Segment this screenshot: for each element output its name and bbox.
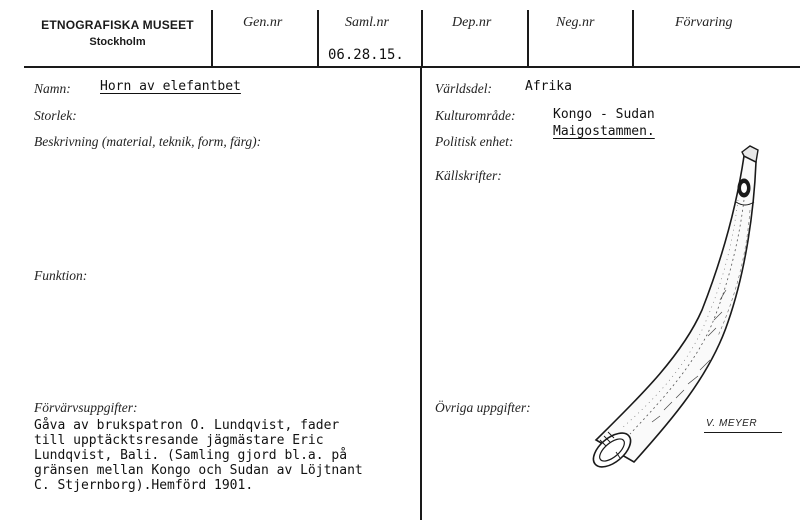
saml-nr-label: Saml.nr [345, 15, 389, 30]
politisk-enhet-label: Politisk enhet: [435, 134, 514, 149]
dep-nr-label: Dep.nr [452, 15, 492, 30]
varldsdel-value: Afrika [525, 79, 572, 94]
ivory-horn-illustration [560, 140, 780, 480]
politisk-enhet-value: Maigostammen. [553, 124, 655, 139]
illustrator-signature: V. MEYER [706, 418, 758, 429]
beskrivning-label: Beskrivning (material, teknik, form, färg): [34, 134, 262, 149]
funktion-label: Funktion: [34, 268, 88, 283]
namn-value: Horn av elefantbet [100, 79, 241, 94]
forvarv-line: Gåva av brukspatron O. Lundqvist, fader [34, 418, 340, 433]
forvarv-line: C. Stjernborg).Hemförd 1901. [34, 478, 254, 493]
varldsdel-label: Världsdel: [435, 81, 492, 96]
ovriga-label: Övriga uppgifter: [435, 400, 531, 415]
body-divider [420, 66, 422, 520]
header-vline-2 [317, 10, 319, 66]
forvarv-line: Lundqvist, Bali. (Samling gjord bl.a. på [34, 448, 348, 463]
kulturomrade-label: Kulturområde: [435, 108, 516, 123]
museum-city: Stockholm [89, 36, 146, 48]
saml-nr-value: 06.28.15. [328, 47, 404, 63]
forvarv-line: gränsen mellan Kongo och Sudan av Löjtnant [34, 463, 363, 478]
header-bottom-rule [24, 66, 800, 68]
header-vline-5 [632, 10, 634, 66]
namn-label: Namn: [34, 81, 71, 96]
header-vline-4 [527, 10, 529, 66]
forvarv-text [34, 418, 363, 493]
museum-header [24, 18, 211, 48]
forvarv-line: till upptäcktsresande jägmästare Eric [34, 433, 324, 448]
museum-name: ETNOGRAFISKA MUSEET [41, 18, 194, 32]
signature-underline [704, 432, 782, 433]
forvaring-label: Förvaring [675, 15, 733, 30]
neg-nr-label: Neg.nr [556, 15, 595, 30]
horn-body [596, 156, 756, 462]
storlek-label: Storlek: [34, 108, 77, 123]
kallskrifter-label: Källskrifter: [435, 168, 502, 183]
header-vline-3 [421, 10, 423, 66]
gen-nr-label: Gen.nr [243, 15, 283, 30]
header-vline-1 [211, 10, 213, 66]
kulturomrade-value: Kongo - Sudan [553, 107, 655, 122]
forvarv-label: Förvärvsuppgifter: [34, 400, 138, 415]
